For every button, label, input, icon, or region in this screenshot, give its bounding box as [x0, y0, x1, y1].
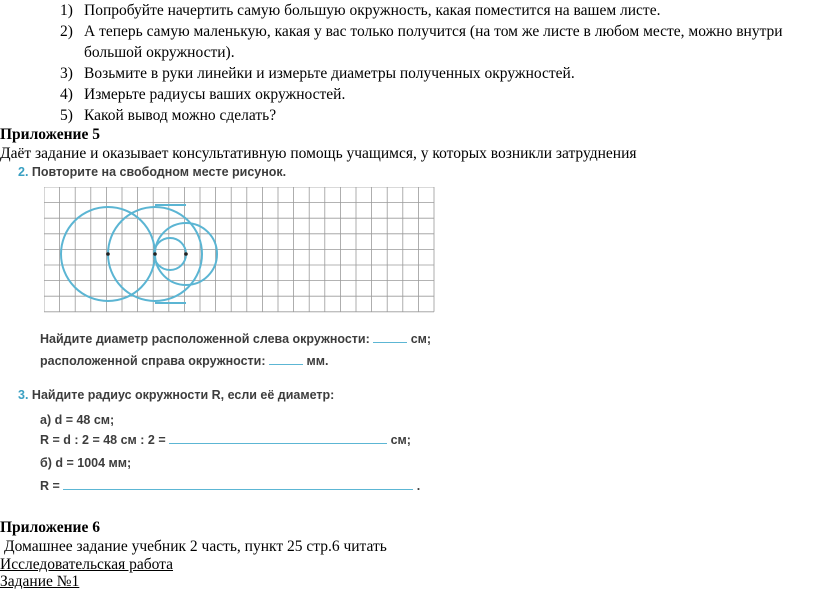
- list-item: 1) Попробуйте начертить самую большую окружность, какая поместится на вашем листе.: [60, 2, 661, 19]
- square-edge: [155, 205, 186, 303]
- textbook-scan: [14, 163, 444, 523]
- homework-text: Домашнее задание учебник 2 часть, пункт 25 стр.6 читать: [4, 538, 387, 555]
- grid: [44, 187, 434, 312]
- task3-b-label: б) d = 1004 мм;: [40, 456, 132, 470]
- task2-number: 2.: [18, 165, 29, 179]
- research-heading: Исследовательская работа: [0, 556, 174, 573]
- list-item: 5) Какой вывод можно сделать?: [60, 107, 277, 124]
- grid-figure: [44, 187, 438, 323]
- list-item: 4) Измерьте радиусы ваших окружностей.: [60, 86, 346, 103]
- task2-line2: расположенной справа окружности: мм.: [40, 354, 329, 368]
- center-dots: [106, 252, 188, 256]
- appendix5-text: Даёт задание и оказывает консультативную помощь учащимся, у которых возникли затруднения: [0, 145, 637, 162]
- answer-blank[interactable]: [63, 489, 413, 490]
- list-item: 3) Возьмите в руки линейки и измерьте диаметры полученных окружностей.: [60, 65, 575, 82]
- answer-blank[interactable]: [373, 342, 407, 343]
- circles: [61, 207, 217, 301]
- appendix5-title: Приложение 5: [0, 126, 100, 143]
- task2-heading: [18, 165, 286, 179]
- answer-blank[interactable]: [169, 443, 387, 444]
- answer-blank[interactable]: [269, 364, 303, 365]
- task-heading: Задание №1: [0, 573, 80, 590]
- task3-b-formula: R = .: [40, 479, 421, 493]
- list-item: 2) А теперь самую маленькую, какая у вас только получится (на том же листе в любом месте, можно внутри большой окружности).: [60, 23, 783, 61]
- task3-number: 3.: [18, 388, 29, 402]
- task2-line1: Найдите диаметр расположенной слева окружности: см;: [40, 332, 432, 346]
- task3-title: Найдите радиус окружности R, если её диаметр:: [31, 388, 335, 402]
- instruction-list: [60, 0, 816, 126]
- task2-title: Повторите на свободном месте рисунок.: [31, 165, 287, 179]
- task3-a-label: а) d = 48 см;: [40, 413, 115, 427]
- appendix6-title: Приложение 6: [0, 519, 100, 536]
- task3-heading: [18, 388, 334, 402]
- task3-a-formula: R = d : 2 = 48 см : 2 = см;: [40, 433, 411, 447]
